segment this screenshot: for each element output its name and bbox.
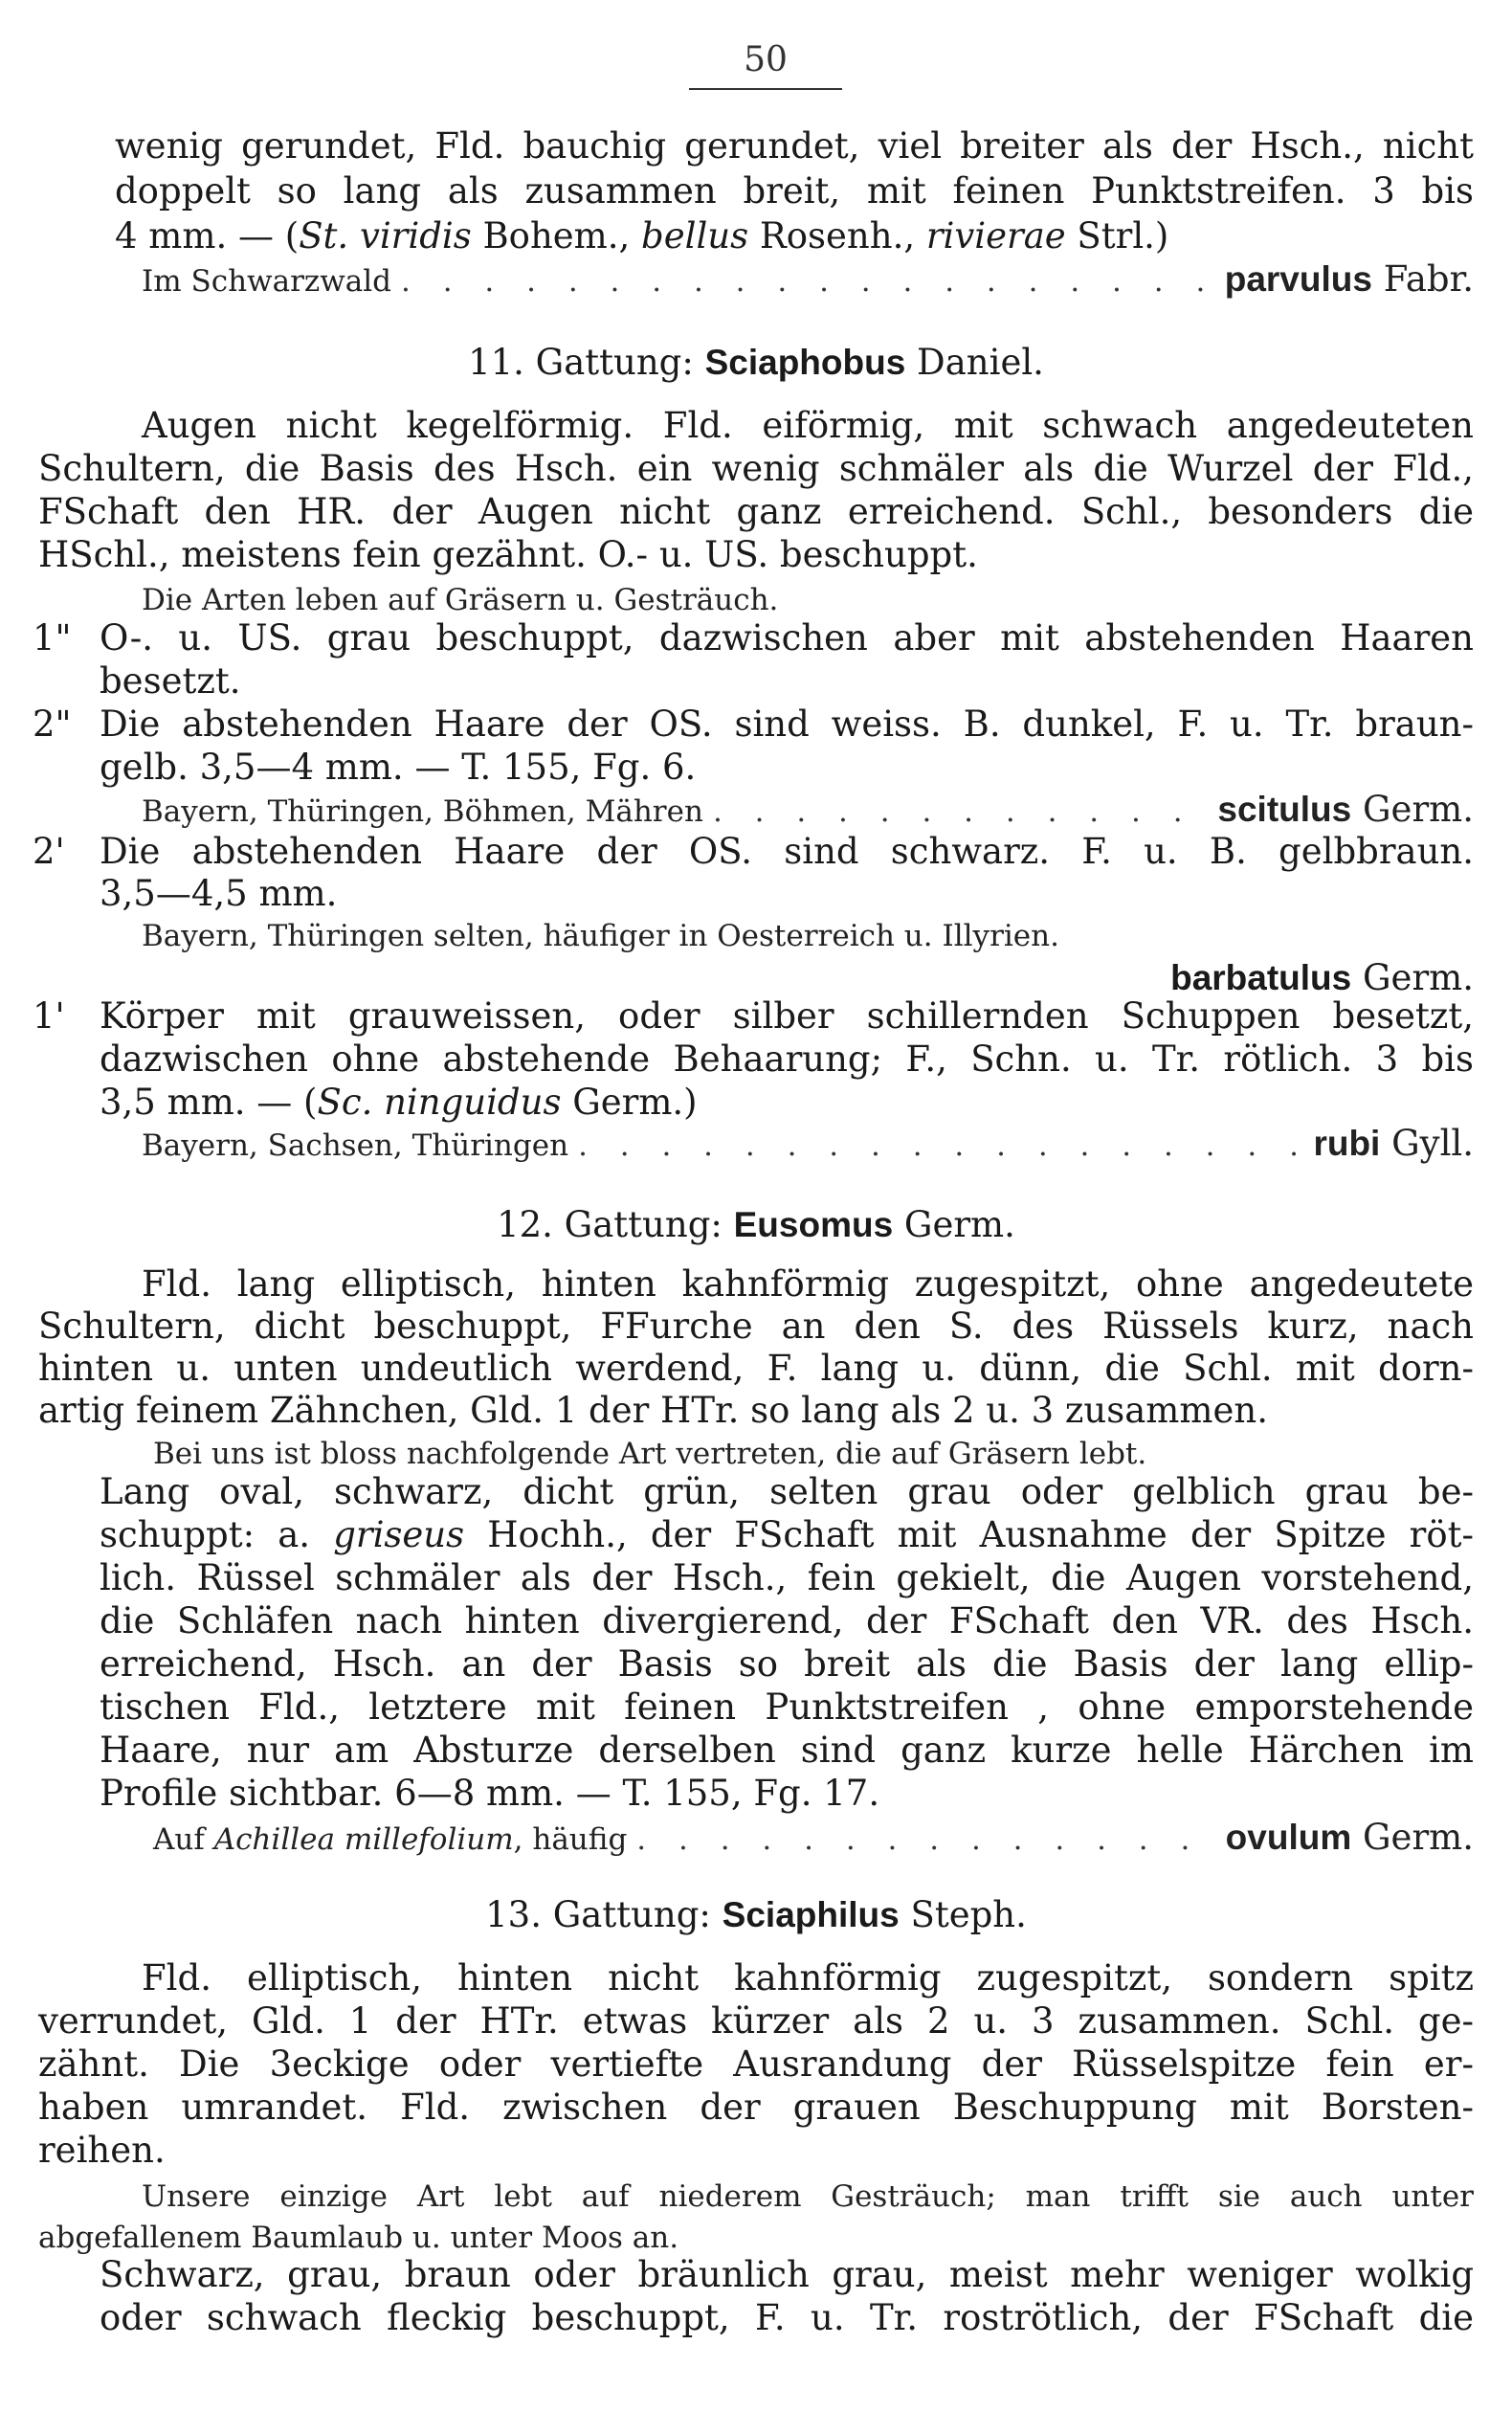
- species-name: parvulus: [1224, 259, 1372, 299]
- text-line: [115, 215, 1168, 257]
- species-author: Germ.: [1363, 1817, 1474, 1858]
- key-line: Die abstehenden Haare der OS. sind weiss. B. dunkel, F. u. Tr. braun-: [100, 703, 1474, 745]
- species-synonym: bellus: [641, 215, 749, 257]
- species-author: Gyll.: [1391, 1123, 1474, 1164]
- text-line: zähnt. Die 3eckige oder vertiefte Ausrandung der Rüsselspitze fein er-: [38, 2043, 1474, 2085]
- text-span: schuppt: a.: [100, 1514, 334, 1555]
- key-line: 3,5—4,5 mm.: [100, 873, 338, 914]
- text-line: Schultern, die Basis des Hsch. ein wenig schmäler als die Wurzel der Fld.,: [38, 448, 1474, 489]
- species-entry: [142, 258, 1474, 302]
- genus-name: Sciaphobus: [704, 343, 906, 382]
- text-span: Germ.): [561, 1082, 698, 1123]
- text-line: verrundet, Gld. 1 der HTr. etwas kürzer als 2 u. 3 zusammen. Schl. ge-: [38, 2000, 1474, 2042]
- species-author: Germ.: [1363, 789, 1474, 830]
- locality: [153, 1819, 627, 1861]
- leader-dots: [713, 791, 1208, 833]
- text-line: Augen nicht kegelförmig. Fld. eiförmig, mit schwach angedeuteten: [142, 405, 1474, 446]
- text-line: Lang oval, schwarz, dicht grün, selten grau oder gelblich grau be-: [100, 1471, 1474, 1512]
- text-line: haben umrandet. Fld. zwischen der grauen Beschuppung mit Borsten-: [38, 2087, 1474, 2128]
- locality: Bayern, Thüringen, Böhmen, Mähren: [142, 794, 703, 829]
- heading-prefix: 12. Gattung:: [497, 1204, 734, 1245]
- species-entry: [142, 1123, 1474, 1167]
- species-synonym: griseus: [333, 1514, 465, 1555]
- text-line: wenig gerundet, Fld. bauchig gerundet, viel breiter als der Hsch., nicht: [115, 125, 1474, 167]
- genus-name: Eusomus: [733, 1205, 894, 1244]
- key-line: Körper mit grauweissen, oder silber schillernden Schuppen besetzt,: [100, 995, 1474, 1037]
- text-span: Hochh., der FSchaft mit Ausnahme der Spitze röt-: [464, 1514, 1474, 1555]
- text-span: Rosenh.,: [748, 215, 926, 257]
- leader-dots: [636, 1819, 1215, 1861]
- key-label: 2': [33, 831, 65, 872]
- host-plant: Achillea millefolium: [213, 1822, 514, 1857]
- text-span: 3,5 mm. — (: [100, 1082, 318, 1123]
- heading-prefix: 13. Gattung:: [485, 1894, 723, 1935]
- locality: Im Schwarzwald: [142, 264, 392, 299]
- text-line: Unsere einzige Art lebt auf niederem Gesträuch; man trifft sie auch unter: [142, 2179, 1474, 2214]
- species-author: Fabr.: [1383, 258, 1474, 300]
- text-span: , häufig: [513, 1822, 628, 1857]
- key-label: 2": [33, 703, 72, 745]
- species-entry: [861, 957, 1474, 999]
- leader-dots: [578, 1125, 1303, 1167]
- text-line: Schultern, dicht beschuppt, FFurche an den S. des Rüssels kurz, nach: [38, 1306, 1474, 1347]
- species-author: Germ.: [1363, 957, 1474, 998]
- heading-prefix: 11. Gattung:: [468, 342, 705, 383]
- genus-author: Germ.: [893, 1204, 1015, 1245]
- species-name: ovulum: [1225, 1818, 1352, 1857]
- key-line: gelb. 3,5—4 mm. — T. 155, Fg. 6.: [100, 747, 697, 788]
- text-line: Fld. lang elliptisch, hinten kahnförmig zugespitzt, ohne angedeutete: [142, 1263, 1474, 1305]
- species-entry: [142, 789, 1474, 833]
- key-line: O-. u. US. grau beschuppt, dazwischen aber mit abstehenden Haaren: [100, 617, 1474, 659]
- page-number-rule: [689, 88, 842, 90]
- text-span: 4 mm. — (: [115, 215, 300, 257]
- genus-heading: [0, 1894, 1512, 1936]
- text-span: Bohem.,: [471, 215, 642, 257]
- species-entry: [153, 1817, 1474, 1861]
- key-label: 1': [33, 995, 65, 1037]
- species-name: scitulus: [1217, 790, 1352, 829]
- text-line: FSchaft den HR. der Augen nicht ganz erreichend. Schl., besonders die: [38, 491, 1474, 532]
- key-line: [100, 1082, 698, 1124]
- text-line: Haare, nur am Absturze derselben sind ganz kurze helle Härchen im: [100, 1730, 1474, 1771]
- text-line: abgefallenem Baumlaub u. unter Moos an.: [38, 2221, 679, 2255]
- species-name: rubi: [1313, 1124, 1381, 1163]
- text-line: tischen Fld., letztere mit feinen Punktstreifen , ohne emporstehende: [100, 1686, 1474, 1728]
- text-line: Profile sichtbar. 6—8 mm. — T. 155, Fg. 17.: [100, 1773, 880, 1814]
- species-synonym: rivierae: [925, 215, 1066, 257]
- text-span: Strl.): [1065, 215, 1169, 257]
- text-line: lich. Rüssel schmäler als der Hsch., fein gekielt, die Augen vorstehend,: [100, 1557, 1474, 1598]
- genus-name: Sciaphilus: [722, 1895, 900, 1934]
- text-line: HSchl., meistens fein gezähnt. O.- u. US. beschuppt.: [38, 534, 978, 575]
- text-line: oder schwach fleckig beschuppt, F. u. Tr. roströtlich, der FSchaft die: [100, 2297, 1474, 2338]
- text-line: erreichend, Hsch. an der Basis so breit als die Basis der lang ellip-: [100, 1643, 1474, 1685]
- text-line: reihen.: [38, 2130, 166, 2171]
- genus-author: Daniel.: [905, 342, 1044, 383]
- page-number: 50: [744, 40, 788, 79]
- locality: Bayern, Thüringen selten, häufiger in Oesterreich u. Illyrien.: [142, 919, 1059, 953]
- species-name: barbatulus: [1170, 958, 1352, 997]
- genus-author: Steph.: [899, 1894, 1027, 1935]
- text-line: hinten u. unten undeutlich werdend, F. lang u. dünn, die Schl. mit dorn-: [38, 1348, 1474, 1389]
- key-line: dazwischen ohne abstehende Behaarung; F., Schn. u. Tr. rötlich. 3 bis: [100, 1038, 1474, 1080]
- leader-dots: [401, 260, 1215, 302]
- text-span: Auf: [153, 1822, 214, 1857]
- text-line: Bei uns ist bloss nachfolgende Art vertreten, die auf Gräsern lebt.: [153, 1437, 1147, 1471]
- genus-heading: [0, 342, 1512, 384]
- text-line: die Schläfen nach hinten divergierend, der FSchaft den VR. des Hsch.: [100, 1600, 1474, 1641]
- text-line: [100, 1514, 1474, 1556]
- species-synonym: St. viridis: [299, 215, 472, 257]
- text-line: Fld. elliptisch, hinten nicht kahnförmig zugespitzt, sondern spitz: [142, 1957, 1474, 1999]
- key-label: 1": [33, 617, 72, 659]
- key-line: Die abstehenden Haare der OS. sind schwarz. F. u. B. gelbbraun.: [100, 831, 1474, 872]
- text-line: artig feinem Zähnchen, Gld. 1 der HTr. so lang als 2 u. 3 zusammen.: [38, 1390, 1268, 1431]
- species-synonym: Sc. ninguidus: [317, 1082, 562, 1123]
- key-line: besetzt.: [100, 660, 241, 702]
- text-line: Die Arten leben auf Gräsern u. Gesträuch.: [142, 583, 779, 617]
- locality: Bayern, Sachsen, Thüringen: [142, 1128, 569, 1163]
- text-line: Schwarz, grau, braun oder bräunlich grau, meist mehr weniger wolkig: [100, 2254, 1474, 2295]
- genus-heading: [0, 1204, 1512, 1246]
- text-line: doppelt so lang als zusammen breit, mit feinen Punktstreifen. 3 bis: [115, 170, 1474, 212]
